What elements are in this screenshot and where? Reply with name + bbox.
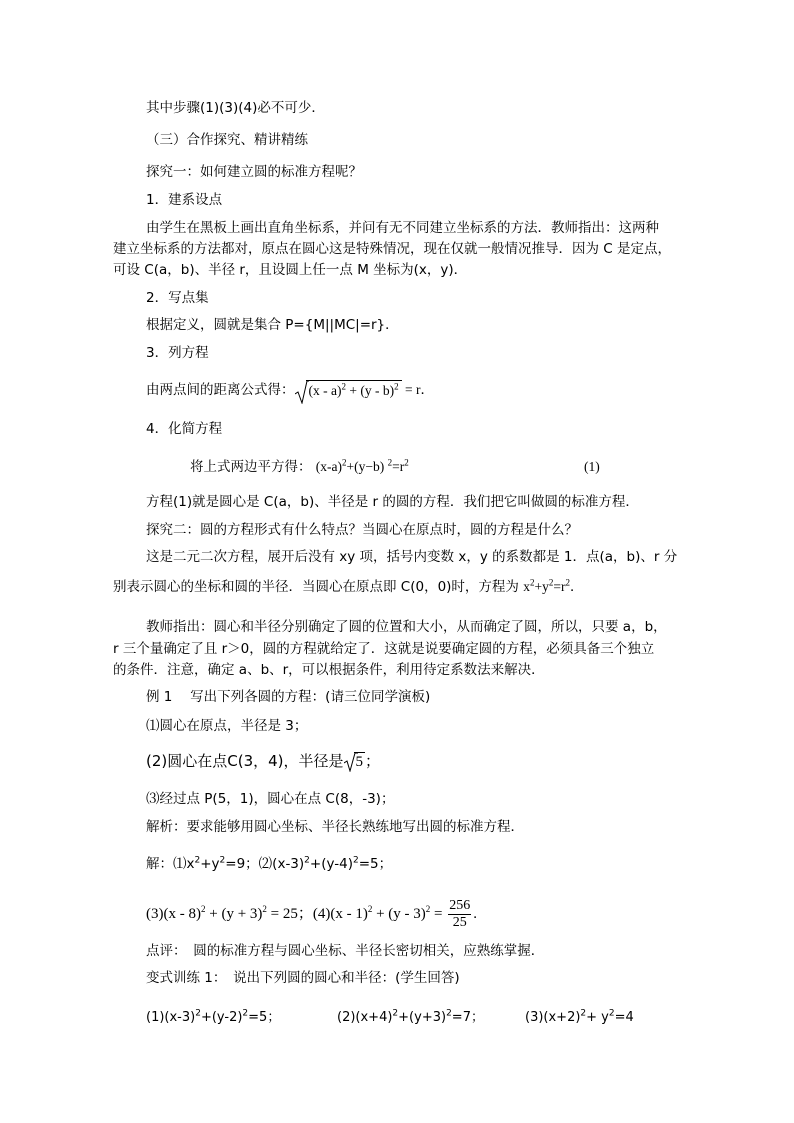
- exponent: 2: [195, 1008, 201, 1019]
- text-prefix: (2)圆心在点C(3，4)，半径是: [146, 752, 344, 770]
- text-end: ．: [569, 579, 584, 595]
- exponent: 2: [387, 457, 393, 468]
- expr-part: (2)(x+4): [337, 1010, 393, 1025]
- text-line: 教师指出：圆心和半径分别确定了圆的位置和大小，从而确定了圆，所以，只要 a，b，: [146, 619, 667, 635]
- exponent: 2: [194, 855, 201, 866]
- text-line: 方程(1)就是圆心是 C(a，b)、半径是 r 的圆的方程．我们把它叫做圆的标准方程．: [146, 494, 639, 510]
- exercise-heading: 变式训练 1： 说出下列圆的圆心和半径：(学生回答): [146, 970, 460, 986]
- expr-part: +(y-4): [309, 856, 353, 872]
- list-item: [146, 752, 380, 771]
- text-line: 解析：要求能够用圆心坐标、半径长熟练地写出圆的标准方程．: [146, 819, 524, 835]
- text-line: [113, 578, 583, 596]
- expr-part: +y: [534, 579, 549, 594]
- text-end: .: [473, 905, 478, 922]
- equation-line-1: [190, 458, 610, 476]
- sqrt-expression: [344, 752, 366, 771]
- radical-sign: [295, 380, 309, 404]
- text-line: 根据定义，圆就是集合 P={M||MC|=r}．: [146, 317, 399, 333]
- expr-part: =4: [614, 1010, 634, 1025]
- expr-part: =: [430, 905, 447, 922]
- exponent: 2: [200, 903, 206, 914]
- expr-part: =9；⑵(x-3): [225, 856, 305, 872]
- exponent: 2: [219, 855, 226, 866]
- expr-part: =r: [553, 579, 566, 594]
- expr-part: = r．: [401, 382, 434, 397]
- text-line: 的条件．注意，确定 a、b、r，可以根据条件，利用待定系数法来解决．: [113, 662, 545, 678]
- numerator: 256: [449, 898, 471, 913]
- exponent: 2: [608, 1008, 615, 1019]
- expr-part: =7；: [451, 1010, 484, 1025]
- text-line: r 三个量确定了且 r＞0，圆的方程就给定了．这就是说要确定圆的方程，必须具备三个独立: [113, 641, 655, 657]
- step-heading: 2．写点集: [146, 290, 209, 306]
- text-end: ；: [365, 752, 381, 770]
- step-heading: 3．列方程: [146, 345, 209, 361]
- exercise-item-3: [525, 1009, 634, 1027]
- expr-part: + y: [586, 1010, 609, 1025]
- exponent: 2: [565, 577, 570, 588]
- expr-part: +(y+3): [398, 1010, 447, 1025]
- exercise-item-2: [337, 1009, 484, 1027]
- solution-line: [146, 855, 392, 873]
- exponent: 2: [404, 457, 409, 468]
- expr-part: = 25；(4)(x - 1): [266, 905, 368, 922]
- exponent: 2: [341, 381, 346, 392]
- exponent: 2: [304, 855, 310, 866]
- text-prefix: 别表示圆心的坐标和圆的半径．当圆心在原点即 C(0，0)时，方程为: [113, 579, 524, 595]
- expr-part: + (y + 3): [205, 905, 263, 922]
- radical-sign: [344, 752, 358, 772]
- expr-part: (x-a): [315, 459, 343, 474]
- exponent: 2: [394, 381, 399, 392]
- expr-part: 解：⑴x: [146, 856, 195, 872]
- exponent: 2: [242, 1008, 249, 1019]
- exponent: 2: [342, 457, 347, 468]
- text-prefix: 将上式两边平方得：: [190, 459, 312, 475]
- equation-label: (1): [584, 459, 600, 474]
- exponent: 2: [446, 1008, 452, 1019]
- exponent: 2: [425, 903, 431, 914]
- exponent: 2: [392, 1008, 399, 1019]
- expr-part: + (y - 3): [372, 905, 426, 922]
- text-line: 其中步骤(1)(3)(4)必不可少．: [146, 100, 325, 116]
- expr-part: =5；: [358, 856, 393, 872]
- text-prefix: 由两点间的距离公式得：: [146, 382, 295, 398]
- expr-part: +y: [200, 856, 220, 872]
- sqrt-expression: [295, 380, 402, 400]
- equation: [316, 459, 409, 474]
- text-line: 可设 C(a，b)、半径 r，且设圆上任一点 M 坐标为(x，y)．: [113, 262, 468, 278]
- step-heading: 4．化简方程: [146, 421, 223, 437]
- text-line: 建立坐标系的方法都对，原点在圆心这是特殊情况，现在仅就一般情况推导．因为 C 是定点，: [113, 241, 672, 257]
- text-line: 探究一：如何建立圆的标准方程呢？: [146, 164, 362, 180]
- expr-part: (3)(x+2): [525, 1010, 581, 1025]
- expr-part: (1)(x-3): [146, 1010, 196, 1025]
- expr-part: x: [523, 579, 530, 594]
- exponent: 2: [548, 577, 554, 588]
- exponent: 2: [262, 903, 267, 914]
- expr-part: 5: [355, 754, 364, 770]
- section-heading: （三）合作探究、精讲精练: [146, 132, 308, 148]
- text-line: 点评： 圆的标准方程与圆心坐标、半径长密切相关，应熟练掌握．: [146, 943, 545, 959]
- text-line: 探究二：圆的方程形式有什么特点？当圆心在原点时，圆的方程是什么？: [146, 522, 578, 538]
- expr-part: +(y-2): [200, 1010, 243, 1025]
- expr-part: (x - a): [308, 383, 342, 398]
- exponent: 2: [580, 1008, 587, 1019]
- text-line: 由学生在黑板上画出直角坐标系，并问有无不同建立坐标系的方法．教师指出：这两种: [146, 220, 659, 236]
- distance-formula-line: [146, 380, 434, 400]
- exponent: 2: [367, 903, 373, 914]
- expr-part: =r: [392, 459, 405, 474]
- exponent: 2: [529, 577, 535, 588]
- step-heading: 1．建系设点: [146, 192, 223, 208]
- list-item: ⑴圆心在原点，半径是 3；: [146, 718, 308, 734]
- list-item: ⑶经过点 P(5，1)，圆心在点 C(8，-3)；: [146, 791, 395, 807]
- expr-part: +(y−b): [346, 459, 385, 474]
- exponent: 2: [352, 855, 359, 866]
- expr-part: =5；: [248, 1010, 281, 1025]
- solution-line: [146, 898, 477, 931]
- example-heading: 例 1 写出下列各圆的方程：(请三位同学演板): [146, 689, 431, 705]
- exercise-item-1: [146, 1009, 280, 1027]
- equation: [523, 579, 570, 594]
- text-line: 这是二元二次方程，展开后没有 xy 项，括号内变数 x，y 的系数都是 1．点(a，b)、r 分: [146, 549, 678, 565]
- expr-part: (3)(x - 8): [146, 905, 201, 922]
- expr-part: + (y - b): [345, 383, 395, 398]
- fraction: [448, 898, 471, 931]
- denominator: 25: [452, 915, 467, 930]
